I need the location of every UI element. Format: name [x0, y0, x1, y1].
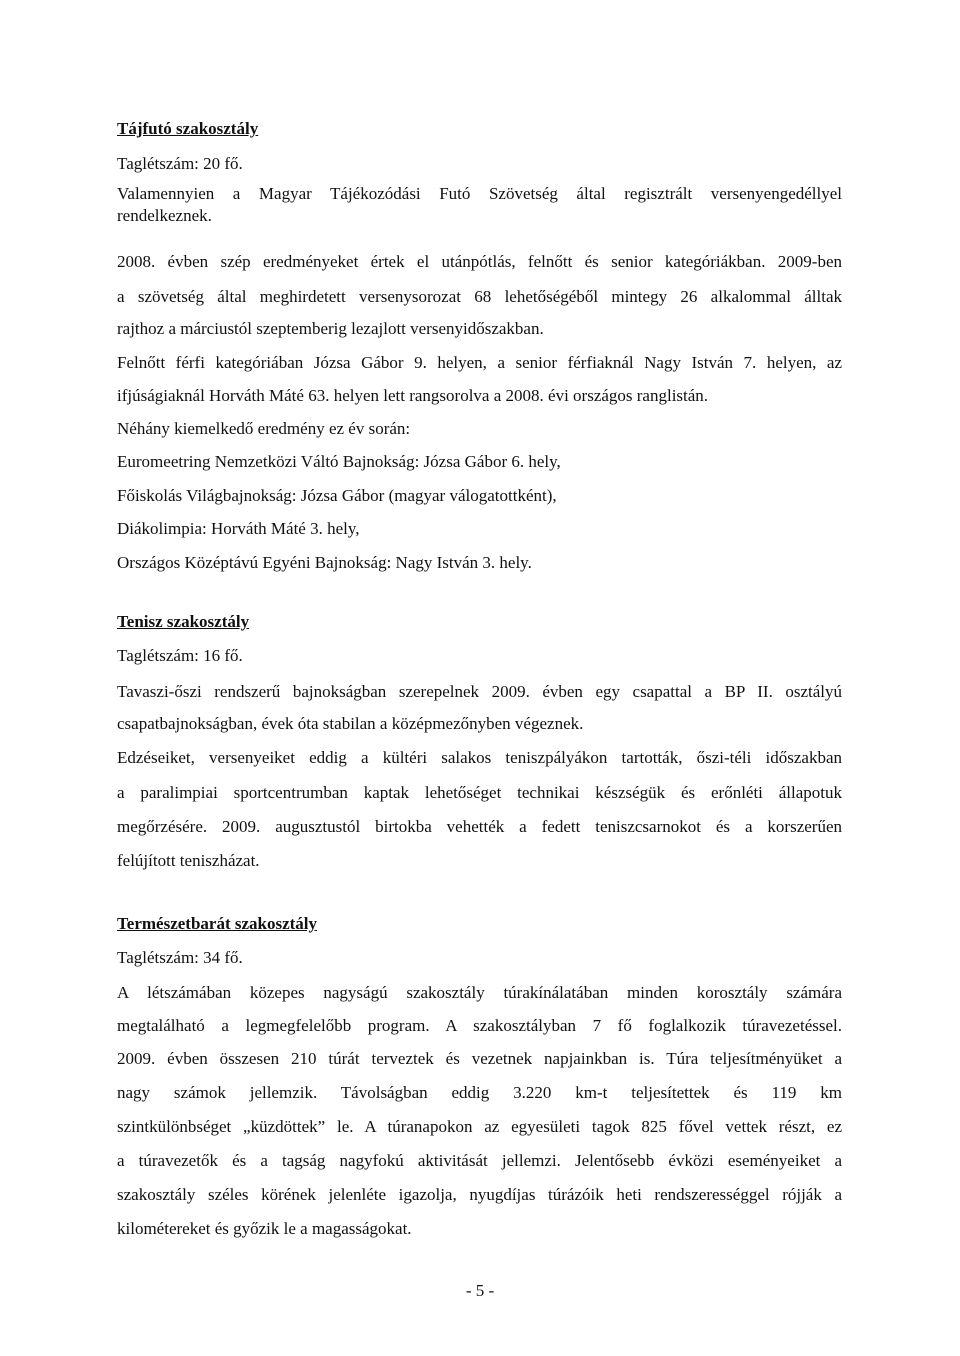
- paragraph-line: megőrzésére. 2009. augusztustól birtokba vehették a fedett teniszcsarnokot és a korszerűen: [117, 817, 842, 836]
- member-count-hiking: Taglétszám: 34 fő.: [117, 948, 243, 967]
- paragraph-line: szintkülönbséget „küzdöttek” le. A túranapokon az egyesületi tagok 825 fővel vettek részt, ez: [117, 1117, 842, 1136]
- paragraph-line: 2009. évben összesen 210 túrát terveztek és vezetnek napjainkban is. Túra teljesítményüket a: [117, 1049, 842, 1068]
- paragraph-line: csapatbajnokságban, évek óta stabilan a középmezőnyben végeznek.: [117, 714, 584, 733]
- section-heading-hiking: Természetbarát szakosztály: [117, 914, 318, 933]
- paragraph-line: a szövetség által meghirdetett versenysorozat 68 lehetőségéből mintegy 26 alkalommal álltak: [117, 287, 842, 306]
- member-count-tennis: Taglétszám: 16 fő.: [117, 646, 243, 665]
- paragraph-line: Néhány kiemelkedő eredmény ez év során:: [117, 419, 411, 438]
- paragraph-line: kilométereket és győzik le a magasságokat.: [117, 1219, 412, 1238]
- paragraph-line: ifjúságiaknál Horváth Máté 63. helyen lett rangsorolva a 2008. évi országos ranglistán.: [117, 386, 709, 405]
- paragraph-line: Tavaszi-őszi rendszerű bajnokságban szerepelnek 2009. évben egy csapattal a BP II. osztályú: [117, 682, 842, 701]
- result-line: Főiskolás Világbajnokság: Józsa Gábor (magyar válogatottként),: [117, 486, 557, 505]
- paragraph-line: A létszámában közepes nagyságú szakosztály túrakínálatában minden korosztály számára: [117, 983, 842, 1002]
- paragraph-line: a paralimpiai sportcentrumban kaptak lehetőséget technikai készségük és erőnléti állapotuk: [117, 783, 842, 802]
- paragraph-line: megtalálható a legmegfelelőbb program. A szakosztályban 7 fő foglalkozik túravezetéssel.: [117, 1016, 842, 1035]
- page-number: - 5 -: [465, 1281, 495, 1300]
- paragraph-line: Valamennyien a Magyar Tájékozódási Futó Szövetség által regisztrált versenyengedéllyel: [117, 184, 842, 203]
- paragraph-line: a túravezetők és a tagság nagyfokú aktivitását jellemzi. Jelentősebb évközi eseményeiket a: [117, 1151, 842, 1170]
- paragraph-line: szakosztály széles körének jelenléte igazolja, nyugdíjas túrázóik heti rendszerességgel rójják a: [117, 1185, 842, 1204]
- paragraph-line: Felnőtt férfi kategóriában Józsa Gábor 9. helyen, a senior férfiaknál Nagy István 7. helyen, az: [117, 353, 842, 372]
- section-heading-tennis: Tenisz szakosztály: [117, 612, 250, 631]
- result-line: Országos Középtávú Egyéni Bajnokság: Nagy István 3. hely.: [117, 553, 532, 572]
- paragraph-line: rajthoz a márciustól szeptemberig lezajlott versenyidőszakban.: [117, 319, 544, 338]
- paragraph-line: rendelkeznek.: [117, 206, 212, 225]
- result-line: Diákolimpia: Horváth Máté 3. hely,: [117, 519, 360, 538]
- paragraph-line: nagy számok jellemzik. Távolságban eddig 3.220 km-t teljesítettek és 119 km: [117, 1083, 842, 1102]
- paragraph-line: Edzéseiket, versenyeiket eddig a kültéri salakos teniszpályákon tartották, őszi-téli időszakban: [117, 748, 842, 767]
- paragraph-line: 2008. évben szép eredményeket értek el utánpótlás, felnőtt és senior kategóriákban. 2009-ben: [117, 252, 842, 271]
- paragraph-line: felújított teniszházat.: [117, 851, 260, 870]
- member-count-orienteering: Taglétszám: 20 fő.: [117, 154, 243, 173]
- section-heading-orienteering: Tájfutó szakosztály: [117, 119, 259, 138]
- result-line: Euromeetring Nemzetközi Váltó Bajnokság: Józsa Gábor 6. hely,: [117, 452, 561, 471]
